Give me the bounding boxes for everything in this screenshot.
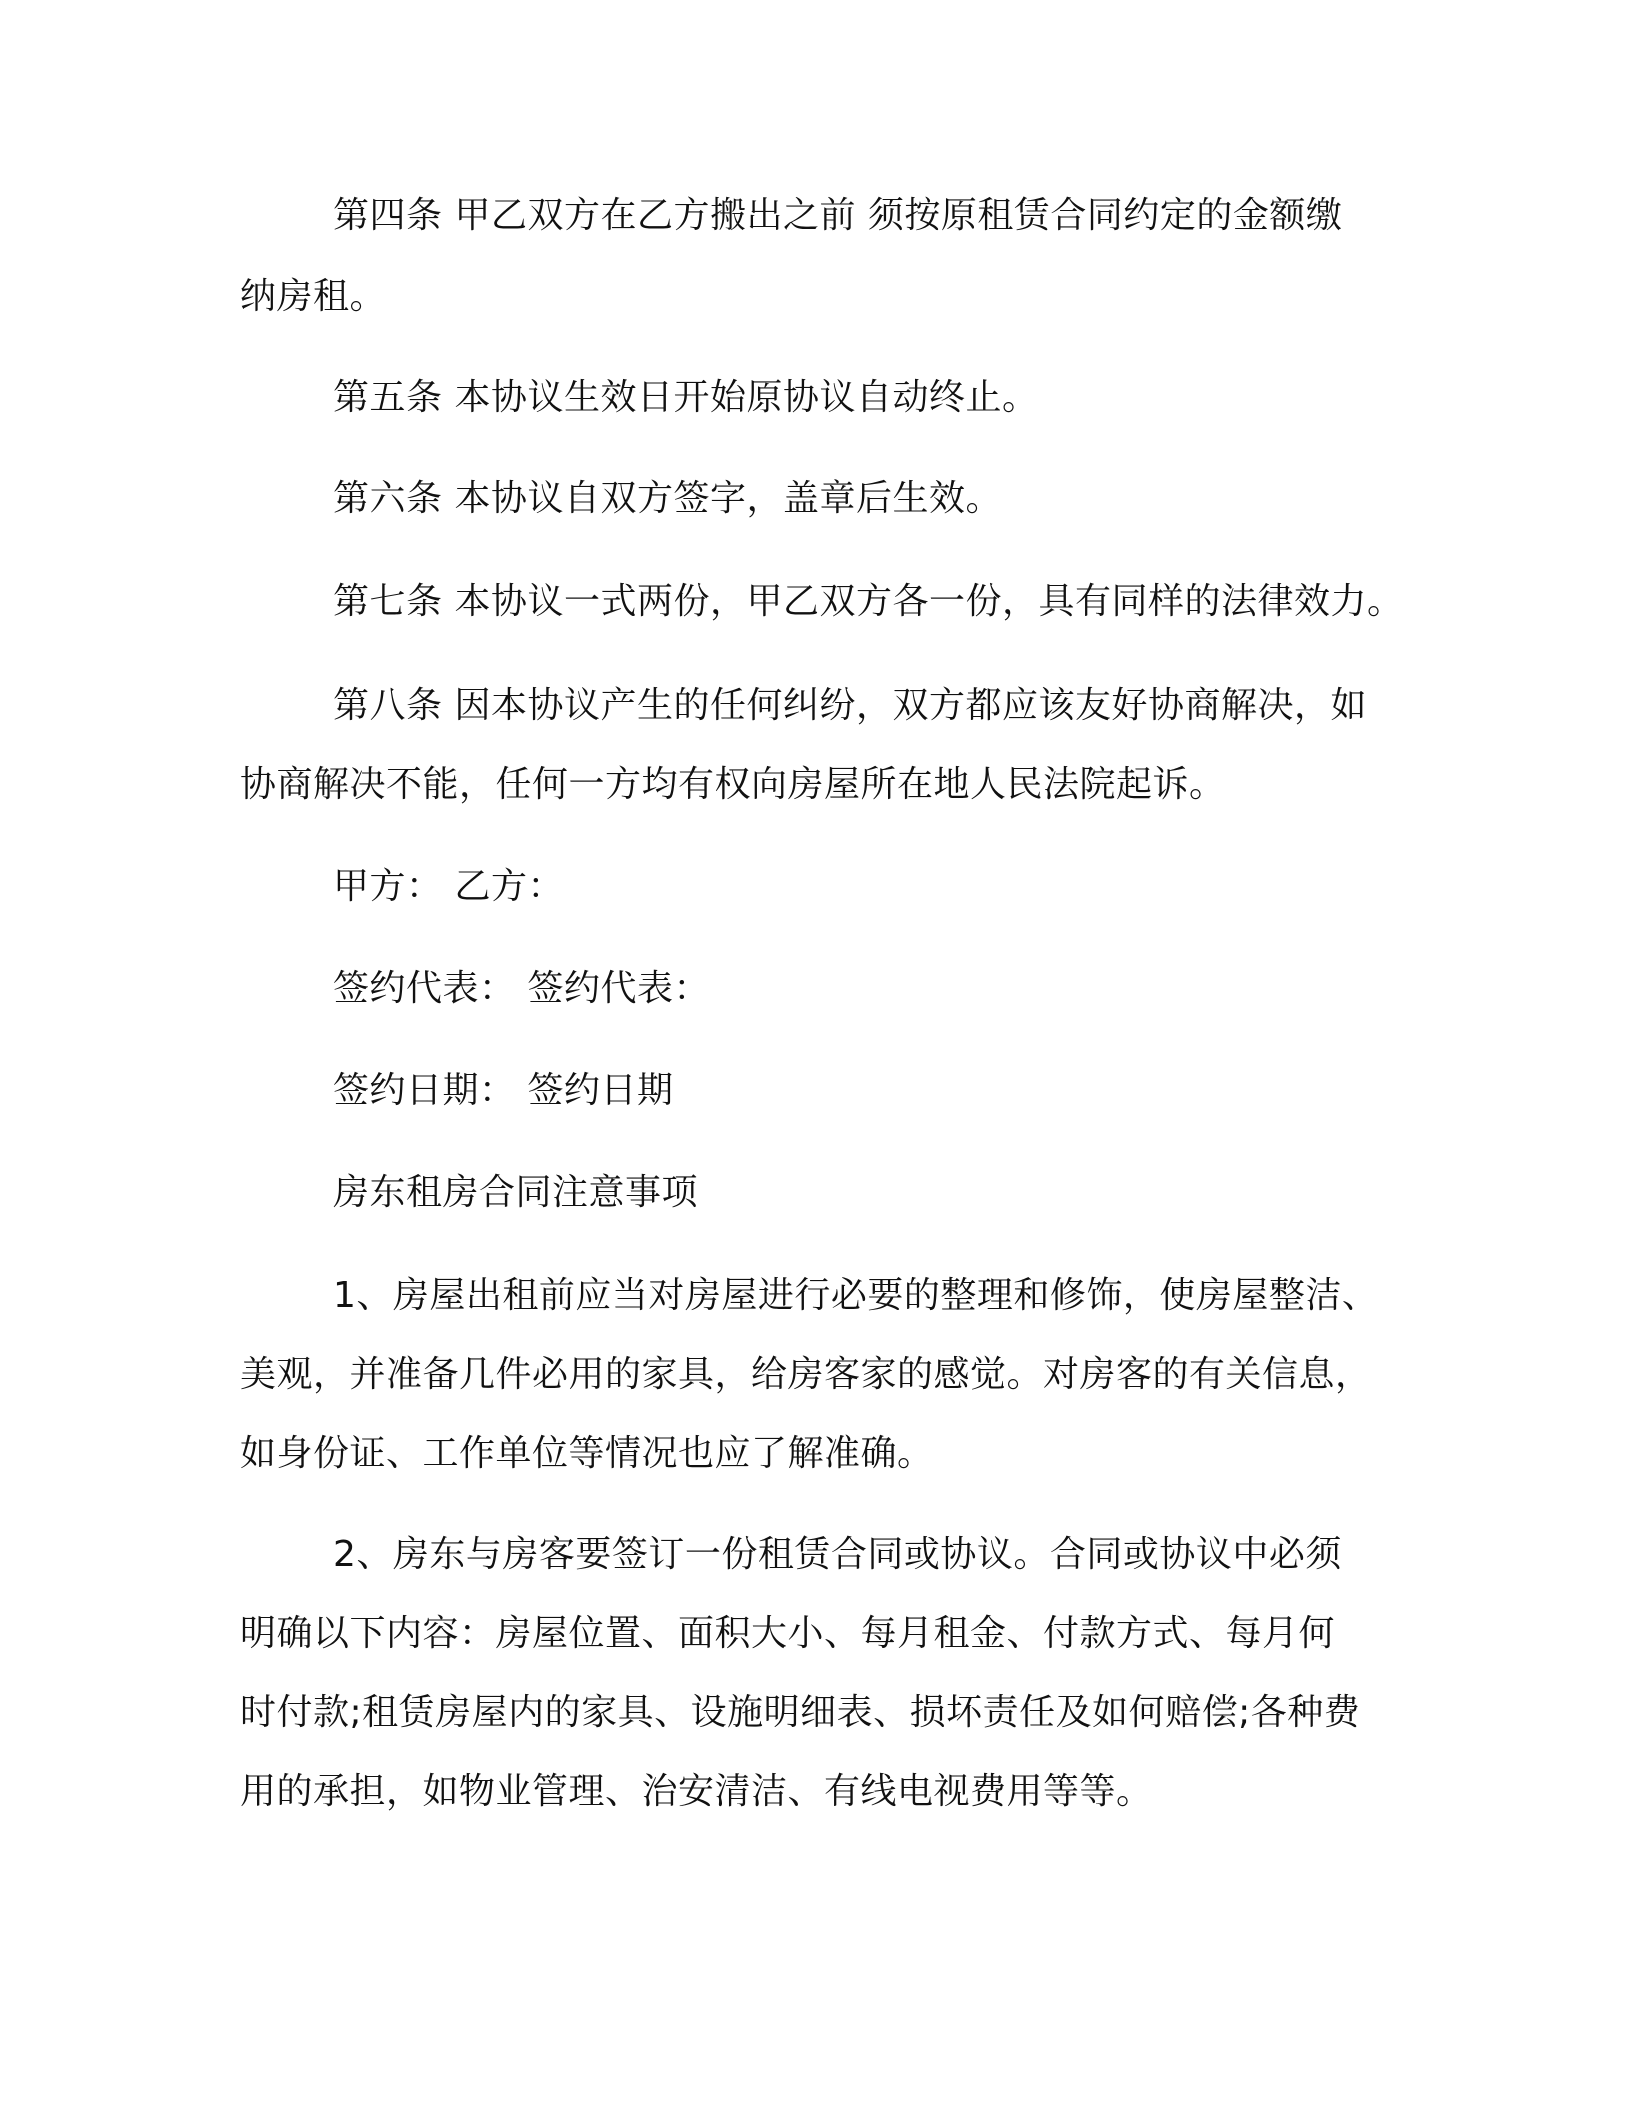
article-8-line-1: 第八条 因本协议产生的任何纠纷，双方都应该友好协商解决，如 — [333, 685, 1367, 726]
article-4-line-2: 纳房租。 — [240, 276, 387, 317]
note-2-line-2: 明确以下内容：房屋位置、面积大小、每月租金、付款方式、每月何 — [240, 1613, 1336, 1654]
notes-title: 房东租房合同注意事项 — [333, 1172, 699, 1213]
representatives-line: 签约代表： 签约代表： — [333, 968, 710, 1009]
note-1-line-1: 1、房屋出租前应当对房屋进行必要的整理和修饰，使房屋整洁、 — [333, 1275, 1379, 1316]
note-1-line-3: 如身份证、工作单位等情况也应了解准确。 — [240, 1433, 934, 1474]
note-2-line-3: 时付款;租赁房屋内的家具、设施明细表、损坏责任及如何赔偿;各种费 — [240, 1692, 1361, 1733]
article-6: 第六条 本协议自双方签字，盖章后生效。 — [333, 478, 1002, 519]
parties-line: 甲方： 乙方： — [333, 866, 564, 907]
note-2-line-1: 2、房东与房客要签订一份租赁合同或协议。合同或协议中必须 — [333, 1534, 1342, 1575]
article-8-line-2: 协商解决不能，任何一方均有权向房屋所在地人民法院起诉。 — [240, 764, 1226, 805]
article-7: 第七条 本协议一式两份，甲乙双方各一份，具有同样的法律效力。 — [333, 581, 1404, 622]
note-2-line-4: 用的承担，如物业管理、治安清洁、有线电视费用等等。 — [240, 1771, 1153, 1812]
note-1-line-2: 美观，并准备几件必用的家具，给房客家的感觉。对房客的有关信息， — [240, 1354, 1372, 1395]
article-4-line-1: 第四条 甲乙双方在乙方搬出之前 须按原租赁合同约定的金额缴 — [333, 195, 1343, 236]
article-5: 第五条 本协议生效日开始原协议自动终止。 — [333, 377, 1039, 418]
signing-dates-line: 签约日期： 签约日期 — [333, 1070, 674, 1111]
